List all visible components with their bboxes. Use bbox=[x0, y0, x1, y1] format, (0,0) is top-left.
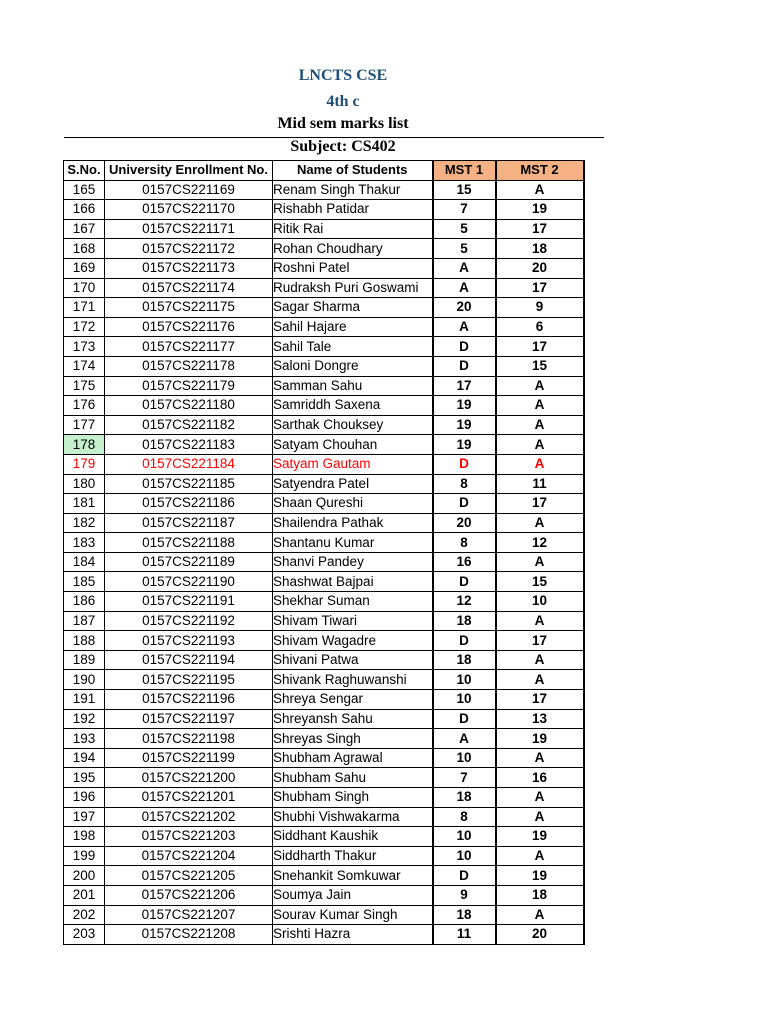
cell-mst2: A bbox=[496, 513, 584, 533]
cell-mst2: 15 bbox=[496, 572, 584, 592]
cell-enrollment: 0157CS221174 bbox=[105, 278, 273, 298]
cell-student-name: Shanvi Pandey bbox=[273, 552, 433, 572]
cell-mst2: 17 bbox=[496, 278, 584, 298]
table-row bbox=[64, 670, 584, 690]
cell-mst1: 19 bbox=[433, 396, 496, 416]
cell-mst1: 7 bbox=[433, 768, 496, 788]
col-header-enrollment: University Enrollment No. bbox=[105, 161, 273, 181]
cell-sno: 186 bbox=[64, 592, 105, 612]
table-row bbox=[64, 788, 584, 808]
cell-enrollment: 0157CS221190 bbox=[105, 572, 273, 592]
table-row bbox=[64, 748, 584, 768]
cell-enrollment: 0157CS221177 bbox=[105, 337, 273, 357]
cell-sno: 176 bbox=[64, 396, 105, 416]
cell-enrollment: 0157CS221178 bbox=[105, 356, 273, 376]
cell-student-name: Shailendra Pathak bbox=[273, 513, 433, 533]
cell-mst2: A bbox=[496, 396, 584, 416]
table-row bbox=[64, 768, 584, 788]
cell-sno: 200 bbox=[64, 866, 105, 886]
cell-mst1: 8 bbox=[433, 807, 496, 827]
cell-student-name: Renam Singh Thakur bbox=[273, 180, 433, 200]
table-row bbox=[64, 180, 584, 200]
cell-enrollment: 0157CS221205 bbox=[105, 866, 273, 886]
cell-student-name: Shaan Qureshi bbox=[273, 494, 433, 514]
cell-mst1: D bbox=[433, 356, 496, 376]
cell-mst2: 18 bbox=[496, 239, 584, 259]
table-row bbox=[64, 885, 584, 905]
cell-mst2: A bbox=[496, 376, 584, 396]
cell-enrollment: 0157CS221175 bbox=[105, 298, 273, 318]
cell-mst1: 5 bbox=[433, 239, 496, 259]
table-row bbox=[64, 846, 584, 866]
cell-enrollment: 0157CS221176 bbox=[105, 317, 273, 337]
cell-enrollment: 0157CS221199 bbox=[105, 748, 273, 768]
table-row bbox=[64, 258, 584, 278]
table-row bbox=[64, 572, 584, 592]
marks-table bbox=[63, 160, 585, 945]
cell-mst2: A bbox=[496, 180, 584, 200]
col-header-mst2: MST 2 bbox=[496, 161, 584, 181]
cell-enrollment: 0157CS221204 bbox=[105, 846, 273, 866]
cell-student-name: Satyam Gautam bbox=[273, 454, 433, 474]
cell-enrollment: 0157CS221185 bbox=[105, 474, 273, 494]
cell-sno: 180 bbox=[64, 474, 105, 494]
cell-enrollment: 0157CS221201 bbox=[105, 788, 273, 808]
cell-mst2: A bbox=[496, 611, 584, 631]
table-row bbox=[64, 690, 584, 710]
cell-mst1: 8 bbox=[433, 533, 496, 553]
cell-student-name: Shantanu Kumar bbox=[273, 533, 433, 553]
cell-mst1: 20 bbox=[433, 513, 496, 533]
cell-sno: 183 bbox=[64, 533, 105, 553]
cell-student-name: Sarthak Chouksey bbox=[273, 415, 433, 435]
cell-student-name: Shivani Patwa bbox=[273, 650, 433, 670]
cell-sno: 179 bbox=[64, 454, 105, 474]
table-row bbox=[64, 200, 584, 220]
cell-student-name: Shreya Sengar bbox=[273, 690, 433, 710]
cell-enrollment: 0157CS221197 bbox=[105, 709, 273, 729]
cell-student-name: Satyam Chouhan bbox=[273, 435, 433, 455]
cell-student-name: Shivam Wagadre bbox=[273, 631, 433, 651]
table-row bbox=[64, 807, 584, 827]
cell-sno: 177 bbox=[64, 415, 105, 435]
cell-enrollment: 0157CS221189 bbox=[105, 552, 273, 572]
cell-mst2: 9 bbox=[496, 298, 584, 318]
table-row bbox=[64, 317, 584, 337]
cell-sno: 195 bbox=[64, 768, 105, 788]
cell-enrollment: 0157CS221186 bbox=[105, 494, 273, 514]
cell-sno: 193 bbox=[64, 729, 105, 749]
cell-sno: 189 bbox=[64, 650, 105, 670]
table-row bbox=[64, 376, 584, 396]
table-row bbox=[64, 356, 584, 376]
cell-enrollment: 0157CS221173 bbox=[105, 258, 273, 278]
cell-mst1: 17 bbox=[433, 376, 496, 396]
cell-mst1: 15 bbox=[433, 180, 496, 200]
cell-mst2: 10 bbox=[496, 592, 584, 612]
cell-mst2: 20 bbox=[496, 925, 584, 945]
table-row bbox=[64, 533, 584, 553]
table-row bbox=[64, 435, 584, 455]
cell-mst1: 18 bbox=[433, 788, 496, 808]
table-row bbox=[64, 415, 584, 435]
cell-mst1: D bbox=[433, 709, 496, 729]
cell-student-name: Sagar Sharma bbox=[273, 298, 433, 318]
cell-student-name: Shekhar Suman bbox=[273, 592, 433, 612]
cell-enrollment: 0157CS221195 bbox=[105, 670, 273, 690]
cell-student-name: Sourav Kumar Singh bbox=[273, 905, 433, 925]
cell-student-name: Shubhi Vishwakarma bbox=[273, 807, 433, 827]
cell-student-name: Shreyansh Sahu bbox=[273, 709, 433, 729]
cell-mst1: 5 bbox=[433, 219, 496, 239]
table-row bbox=[64, 396, 584, 416]
cell-mst2: 11 bbox=[496, 474, 584, 494]
cell-mst1: A bbox=[433, 258, 496, 278]
table-row bbox=[64, 239, 584, 259]
table-row bbox=[64, 631, 584, 651]
cell-sno: 187 bbox=[64, 611, 105, 631]
cell-mst1: D bbox=[433, 494, 496, 514]
cell-sno: 182 bbox=[64, 513, 105, 533]
cell-student-name: Rudraksh Puri Goswami bbox=[273, 278, 433, 298]
table-row bbox=[64, 454, 584, 474]
table-row bbox=[64, 337, 584, 357]
cell-student-name: Shubham Agrawal bbox=[273, 748, 433, 768]
table-row bbox=[64, 494, 584, 514]
cell-sno: 167 bbox=[64, 219, 105, 239]
cell-mst2: A bbox=[496, 807, 584, 827]
cell-enrollment: 0157CS221171 bbox=[105, 219, 273, 239]
cell-mst2: A bbox=[496, 435, 584, 455]
cell-sno: 185 bbox=[64, 572, 105, 592]
cell-enrollment: 0157CS221202 bbox=[105, 807, 273, 827]
table-header-row bbox=[64, 161, 584, 181]
cell-student-name: Shubham Sahu bbox=[273, 768, 433, 788]
cell-student-name: Shreyas Singh bbox=[273, 729, 433, 749]
cell-enrollment: 0157CS221191 bbox=[105, 592, 273, 612]
cell-enrollment: 0157CS221183 bbox=[105, 435, 273, 455]
cell-sno: 178 bbox=[64, 435, 105, 455]
cell-mst1: 19 bbox=[433, 415, 496, 435]
cell-sno: 174 bbox=[64, 356, 105, 376]
table-row bbox=[64, 925, 584, 945]
cell-enrollment: 0157CS221206 bbox=[105, 885, 273, 905]
cell-mst2: 17 bbox=[496, 494, 584, 514]
cell-sno: 196 bbox=[64, 788, 105, 808]
cell-sno: 173 bbox=[64, 337, 105, 357]
cell-mst2: A bbox=[496, 454, 584, 474]
cell-mst1: A bbox=[433, 317, 496, 337]
cell-mst2: A bbox=[496, 846, 584, 866]
cell-student-name: Shashwat Bajpai bbox=[273, 572, 433, 592]
cell-enrollment: 0157CS221188 bbox=[105, 533, 273, 553]
cell-sno: 171 bbox=[64, 298, 105, 318]
cell-mst2: 20 bbox=[496, 258, 584, 278]
cell-sno: 201 bbox=[64, 885, 105, 905]
table-row bbox=[64, 709, 584, 729]
cell-mst2: 19 bbox=[496, 729, 584, 749]
cell-enrollment: 0157CS221179 bbox=[105, 376, 273, 396]
cell-student-name: Roshni Patel bbox=[273, 258, 433, 278]
cell-sno: 191 bbox=[64, 690, 105, 710]
cell-mst2: 19 bbox=[496, 827, 584, 847]
cell-mst2: A bbox=[496, 650, 584, 670]
cell-student-name: Ritik Rai bbox=[273, 219, 433, 239]
cell-mst1: 10 bbox=[433, 846, 496, 866]
cell-mst1: 12 bbox=[433, 592, 496, 612]
cell-sno: 170 bbox=[64, 278, 105, 298]
cell-enrollment: 0157CS221194 bbox=[105, 650, 273, 670]
table-row bbox=[64, 278, 584, 298]
cell-mst1: 7 bbox=[433, 200, 496, 220]
cell-mst2: 15 bbox=[496, 356, 584, 376]
cell-mst1: A bbox=[433, 729, 496, 749]
cell-mst1: 16 bbox=[433, 552, 496, 572]
cell-enrollment: 0157CS221193 bbox=[105, 631, 273, 651]
cell-mst1: D bbox=[433, 337, 496, 357]
cell-enrollment: 0157CS221170 bbox=[105, 200, 273, 220]
cell-sno: 192 bbox=[64, 709, 105, 729]
table-row bbox=[64, 827, 584, 847]
cell-sno: 169 bbox=[64, 258, 105, 278]
cell-mst2: 17 bbox=[496, 631, 584, 651]
cell-mst1: A bbox=[433, 278, 496, 298]
cell-mst1: 10 bbox=[433, 690, 496, 710]
cell-student-name: Soumya Jain bbox=[273, 885, 433, 905]
cell-mst2: 19 bbox=[496, 866, 584, 886]
cell-student-name: Rohan Choudhary bbox=[273, 239, 433, 259]
cell-mst1: 20 bbox=[433, 298, 496, 318]
cell-student-name: Rishabh Patidar bbox=[273, 200, 433, 220]
cell-student-name: Samman Sahu bbox=[273, 376, 433, 396]
cell-enrollment: 0157CS221207 bbox=[105, 905, 273, 925]
cell-mst2: 18 bbox=[496, 885, 584, 905]
table-row bbox=[64, 219, 584, 239]
cell-enrollment: 0157CS221196 bbox=[105, 690, 273, 710]
cell-student-name: Siddharth Thakur bbox=[273, 846, 433, 866]
cell-mst1: 18 bbox=[433, 650, 496, 670]
cell-mst2: A bbox=[496, 670, 584, 690]
cell-mst2: 12 bbox=[496, 533, 584, 553]
cell-student-name: Shivam Tiwari bbox=[273, 611, 433, 631]
cell-sno: 188 bbox=[64, 631, 105, 651]
table-row bbox=[64, 474, 584, 494]
cell-mst1: 10 bbox=[433, 827, 496, 847]
cell-mst2: A bbox=[496, 415, 584, 435]
cell-mst1: 19 bbox=[433, 435, 496, 455]
cell-enrollment: 0157CS221169 bbox=[105, 180, 273, 200]
cell-mst1: 9 bbox=[433, 885, 496, 905]
cell-student-name: Sahil Hajare bbox=[273, 317, 433, 337]
cell-mst1: 10 bbox=[433, 748, 496, 768]
cell-mst2: 16 bbox=[496, 768, 584, 788]
cell-sno: 203 bbox=[64, 925, 105, 945]
table-row bbox=[64, 552, 584, 572]
cell-enrollment: 0157CS221187 bbox=[105, 513, 273, 533]
section-title: 4th c bbox=[326, 93, 360, 110]
table-row bbox=[64, 729, 584, 749]
col-header-name: Name of Students bbox=[273, 161, 433, 181]
cell-enrollment: 0157CS221180 bbox=[105, 396, 273, 416]
cell-mst2: A bbox=[496, 788, 584, 808]
col-header-mst1: MST 1 bbox=[433, 161, 496, 181]
cell-mst2: 17 bbox=[496, 219, 584, 239]
cell-mst2: 19 bbox=[496, 200, 584, 220]
cell-sno: 199 bbox=[64, 846, 105, 866]
cell-sno: 172 bbox=[64, 317, 105, 337]
cell-mst1: 18 bbox=[433, 611, 496, 631]
cell-mst2: A bbox=[496, 552, 584, 572]
cell-mst1: D bbox=[433, 572, 496, 592]
cell-sno: 194 bbox=[64, 748, 105, 768]
cell-mst2: 17 bbox=[496, 690, 584, 710]
cell-enrollment: 0157CS221172 bbox=[105, 239, 273, 259]
cell-student-name: Snehankit Somkuwar bbox=[273, 866, 433, 886]
subject-title: Subject: CS402 bbox=[290, 138, 396, 155]
cell-student-name: Shivank Raghuwanshi bbox=[273, 670, 433, 690]
cell-enrollment: 0157CS221184 bbox=[105, 454, 273, 474]
cell-sno: 197 bbox=[64, 807, 105, 827]
cell-mst1: D bbox=[433, 631, 496, 651]
list-title: Mid sem marks list bbox=[277, 115, 409, 132]
cell-mst2: 6 bbox=[496, 317, 584, 337]
table-row bbox=[64, 611, 584, 631]
cell-sno: 181 bbox=[64, 494, 105, 514]
cell-student-name: Sahil Tale bbox=[273, 337, 433, 357]
cell-enrollment: 0157CS221182 bbox=[105, 415, 273, 435]
institution-title: LNCTS CSE bbox=[298, 67, 388, 84]
cell-sno: 184 bbox=[64, 552, 105, 572]
col-header-sno: S.No. bbox=[64, 161, 105, 181]
cell-mst2: A bbox=[496, 748, 584, 768]
cell-sno: 165 bbox=[64, 180, 105, 200]
table-row bbox=[64, 866, 584, 886]
cell-student-name: Shubham Singh bbox=[273, 788, 433, 808]
cell-enrollment: 0157CS221208 bbox=[105, 925, 273, 945]
cell-sno: 202 bbox=[64, 905, 105, 925]
cell-mst1: D bbox=[433, 454, 496, 474]
cell-mst2: 17 bbox=[496, 337, 584, 357]
cell-student-name: Srishti Hazra bbox=[273, 925, 433, 945]
cell-sno: 168 bbox=[64, 239, 105, 259]
table-row bbox=[64, 298, 584, 318]
cell-student-name: Satyendra Patel bbox=[273, 474, 433, 494]
cell-mst2: A bbox=[496, 905, 584, 925]
cell-mst1: D bbox=[433, 866, 496, 886]
cell-sno: 166 bbox=[64, 200, 105, 220]
cell-student-name: Siddhant Kaushik bbox=[273, 827, 433, 847]
cell-enrollment: 0157CS221200 bbox=[105, 768, 273, 788]
table-row bbox=[64, 650, 584, 670]
cell-student-name: Samriddh Saxena bbox=[273, 396, 433, 416]
cell-mst1: 10 bbox=[433, 670, 496, 690]
cell-mst1: 18 bbox=[433, 905, 496, 925]
table-row bbox=[64, 592, 584, 612]
cell-mst1: 11 bbox=[433, 925, 496, 945]
cell-mst1: 8 bbox=[433, 474, 496, 494]
cell-enrollment: 0157CS221192 bbox=[105, 611, 273, 631]
cell-enrollment: 0157CS221203 bbox=[105, 827, 273, 847]
cell-sno: 198 bbox=[64, 827, 105, 847]
table-row bbox=[64, 513, 584, 533]
table-row bbox=[64, 905, 584, 925]
cell-student-name: Saloni Dongre bbox=[273, 356, 433, 376]
cell-sno: 190 bbox=[64, 670, 105, 690]
cell-sno: 175 bbox=[64, 376, 105, 396]
cell-mst2: 13 bbox=[496, 709, 584, 729]
cell-enrollment: 0157CS221198 bbox=[105, 729, 273, 749]
